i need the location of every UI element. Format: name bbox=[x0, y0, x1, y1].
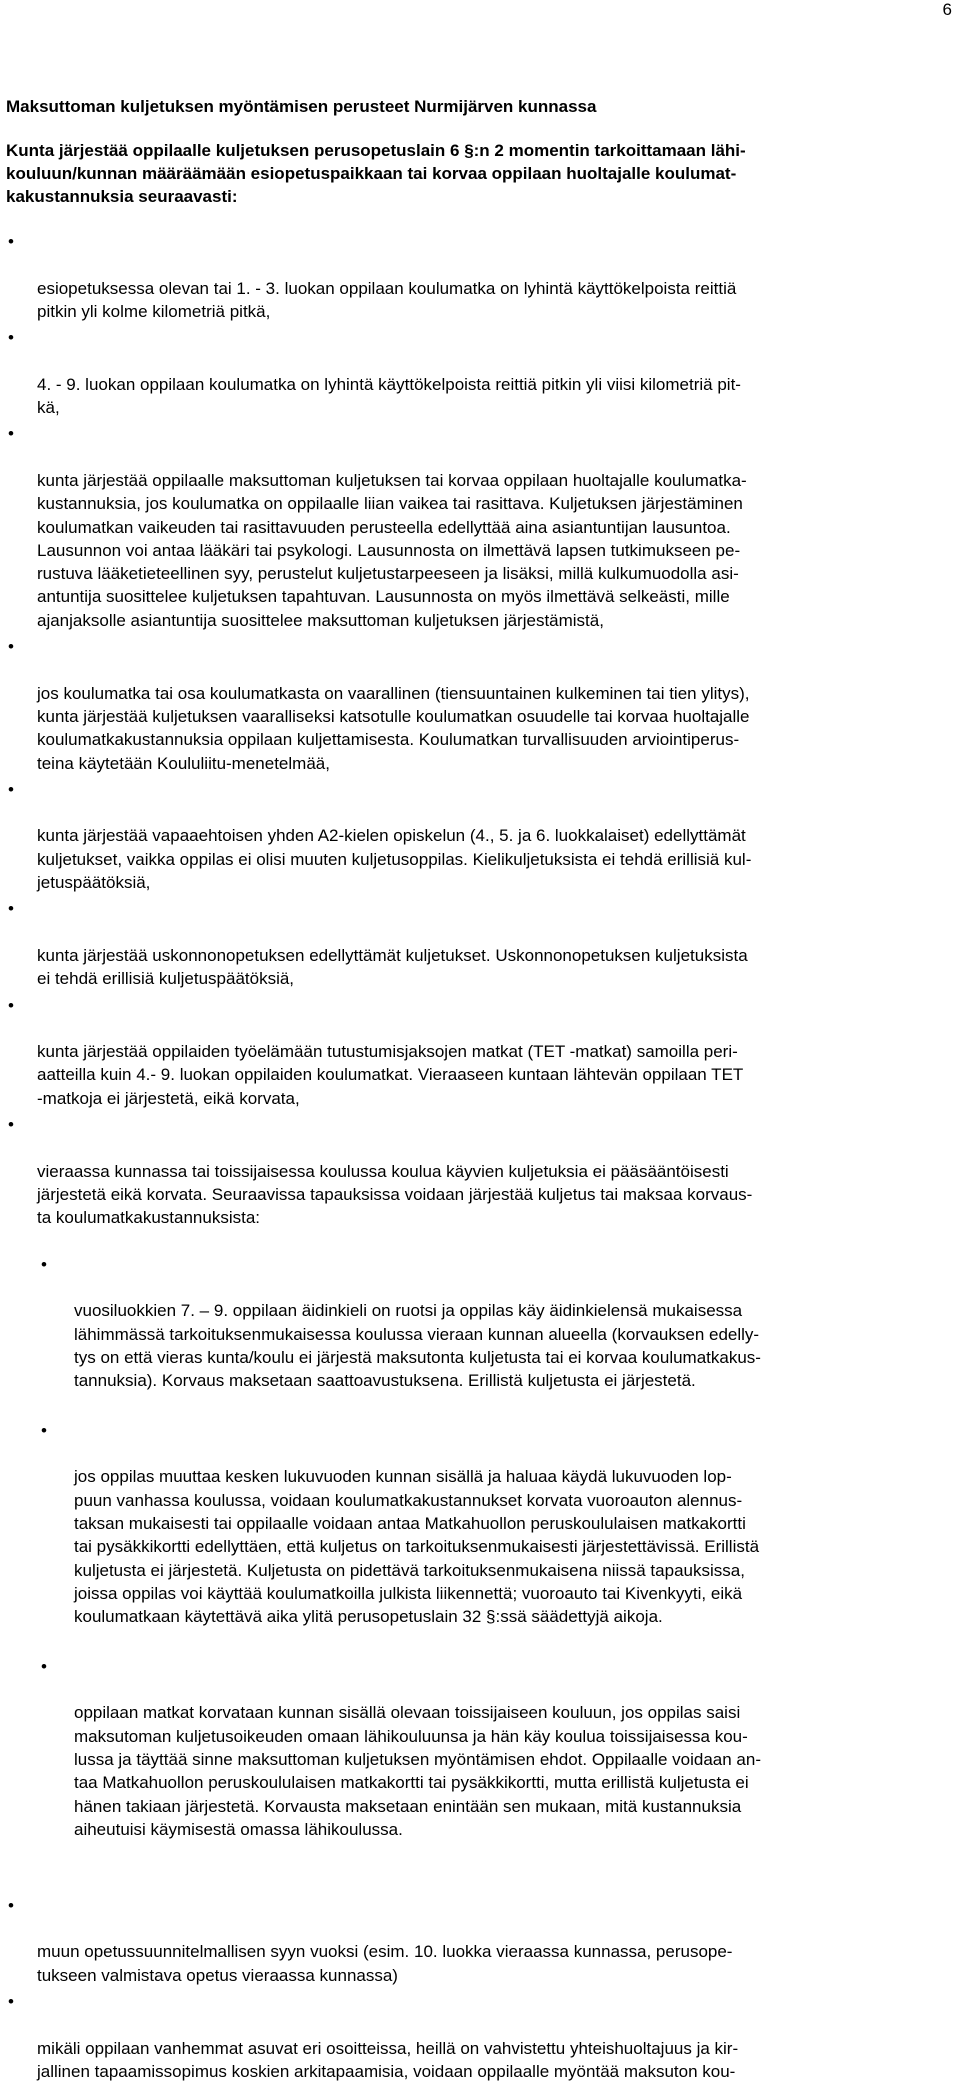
list-item bbox=[0, 897, 960, 990]
list-item bbox=[0, 778, 960, 894]
sub-criteria-list bbox=[37, 1229, 960, 1867]
list-item-text: esiopetuksessa olevan tai 1. - 3. luokan oppilaan koulumatka on lyhintä käyttökelpoista reittiä pitkin yli kolme kilometriä pitkä, bbox=[37, 278, 737, 321]
document-title: Maksuttoman kuljetuksen myöntämisen perusteet Nurmijärven kunnassa bbox=[6, 97, 597, 116]
bullet-icon: • bbox=[8, 1991, 14, 2011]
list-item-text: muun opetussuunnitelmallisen syyn vuoksi (esim. 10. luokka vieraassa kunnassa, perusope- tukseen valmistava opetus vieraassa kunnassa) bbox=[37, 1942, 733, 1985]
bullet-icon: • bbox=[8, 232, 14, 251]
bullet-icon: • bbox=[8, 1114, 14, 1134]
list-item-text: kunta järjestää oppilaalle maksuttoman kuljetuksen tai korvaa oppilaan huoltajalle koulumatka- kustannuksia, jos koulumatka on oppilaalle liian vaikea tai rasittava. Kuljetuksen järjestäminen koulumatkan vaikeuden tai rasittavuuden perusteella edellyttää aina asiantuntijan lausuntoa. Lausunnon voi antaa lääkäri tai psykologi. Lausunnosta on ilmettävä lapsen tutkimukseen pe- rustuva lääketieteellinen syy, perustelut kuljetustarpeeseen ja lisäksi, millä kulkumuodolla asi- antuntija suosittelee kuljetuksen tapahtuvan. Lausunnosta on myös ilmettävä selkeästi, mille ajanjaksolle asiantuntija suosittelee maksuttoman kuljetuksen järjestämistä, bbox=[37, 470, 747, 630]
bullet-icon: • bbox=[41, 1420, 47, 1440]
list-item bbox=[0, 635, 960, 775]
bullet-icon: • bbox=[8, 779, 14, 799]
sub-list-item bbox=[37, 1419, 960, 1629]
bullet-icon: • bbox=[8, 899, 14, 919]
list-item-text: jos koulumatka tai osa koulumatkasta on vaarallinen (tiensuuntainen kulkeminen tai tien ylitys), kunta järjestää kuljetuksen vaaralliseksi katsotulle koulumatkan osuudelle tai korvaa huoltajalle koulumatkakustannuksia oppilaan kuljettamisesta. Koulumatkan turvallisuuden arviointiperus- teina käytetään Koululiitu-menetelmää, bbox=[37, 683, 750, 773]
bullet-icon: • bbox=[41, 1656, 47, 1676]
list-item-text: kunta järjestää uskonnonopetuksen edellyttämät kuljetukset. Uskonnonopetuksen kuljetuksista ei tehdä erillisiä kuljetuspäätöksiä, bbox=[37, 945, 748, 989]
sub-list-item-text: vuosiluokkien 7. – 9. oppilaan äidinkieli on ruotsi ja oppilas käy äidinkielensä mukaisessa lähimmässä tarkoituksenmukaisessa koulussa vieraan kunnan alueella (korvauksen edelly- tys on että vieras kunta/koulu ei järjestä maksutonta kuljetusta tai ei korvaa koulumatkakus- tannuksia). Korvaus maksetaan saattoavustuksena. Erillistä kuljetusta ei järjestetä. bbox=[74, 1301, 761, 1391]
list-item bbox=[0, 422, 960, 632]
list-item bbox=[0, 326, 960, 419]
bullet-icon: • bbox=[41, 1254, 47, 1274]
bullet-icon: • bbox=[8, 328, 14, 348]
criteria-list bbox=[0, 230, 960, 2083]
list-item bbox=[0, 230, 960, 323]
list-item bbox=[0, 1990, 960, 2083]
sub-list-item bbox=[37, 1655, 960, 1841]
bullet-icon: • bbox=[8, 995, 14, 1015]
sub-list-item-text: jos oppilas muuttaa kesken lukuvuoden kunnan sisällä ja haluaa käydä lukuvuoden lop- puun vanhassa koulussa, voidaan koulumatkakustannukset korvata vuoroauton alennus- taksan mukaisesti tai oppilaalle voidaan antaa Matkahuollon peruskoululaisen matkakortti tai pysäkkikortti edellyttäen, että kuljetus on tarkoituksenmukaisesti järjestettävissä. Erillistä kuljetusta ei järjestetä. Kuljetusta on pidettävä tarkoituksenmukaisena niissä tapauksissa, joissa oppilas voi käyttää koulumatkoilla julkista liikennettä; vuoroauto tai Kivenkyyti, eikä koulumatkaan käytettävä aika ylitä perusopetuslain 32 §:ssä säädettyjä aikoja. bbox=[74, 1467, 760, 1627]
bullet-icon: • bbox=[8, 637, 14, 657]
list-item-text: mikäli oppilaan vanhemmat asuvat eri osoitteissa, heillä on vahvistettu yhteishuoltajuus ja kir- jallinen tapaamissopimus koskien arkitapaamisia, voidaan oppilaalle myöntää maksuton kou- bbox=[37, 2038, 739, 2081]
list-item-text: 4. - 9. luokan oppilaan koulumatka on lyhintä käyttökelpoista reittiä pitkin yli viisi kilometriä pit- kä, bbox=[37, 374, 741, 418]
sub-list-item bbox=[37, 1253, 960, 1393]
document-body bbox=[0, 96, 960, 2086]
list-item bbox=[0, 1113, 960, 1891]
bullet-icon: • bbox=[8, 1895, 14, 1915]
intro-paragraph: Kunta järjestää oppilaalle kuljetuksen perusopetuslain 6 §:n 2 momentin tarkoittamaan lähi- kouluun/kunnan määräämään esiopetuspaikkaan tai korvaa oppilaan huoltajalle koulumat- kakustannuksia seuraavasti: bbox=[6, 141, 746, 206]
list-item bbox=[0, 1894, 960, 1987]
list-item bbox=[0, 994, 960, 1110]
list-item-text: kunta järjestää oppilaiden työelämään tutustumisjaksojen matkat (TET -matkat) samoilla peri- aatteilla kuin 4.- 9. luokan oppilaiden koulumatkat. Vieraaseen kuntaan lähtevän oppilaan TET -matkoja ei järjestetä, eikä korvata, bbox=[37, 1042, 744, 1108]
page-number: 6 bbox=[942, 0, 952, 19]
list-item-text: vieraassa kunnassa tai toissijaisessa koulussa koulua käyvien kuljetuksia ei pääsääntöisesti järjestetä eikä korvata. Seuraavissa tapauksissa voidaan järjestää kuljetus tai maksaa korvaus- ta koulumatkakustannuksista: bbox=[37, 1161, 753, 1228]
bullet-icon: • bbox=[8, 424, 14, 444]
list-item-text: kunta järjestää vapaaehtoisen yhden A2-kielen opiskelun (4., 5. ja 6. luokkalaiset) edellyttämät kuljetukset, vaikka oppilas ei olisi muuten kuljetusoppilas. Kielikuljetuksista ei tehdä erillisiä kul- jetuspäätöksiä, bbox=[37, 826, 752, 893]
sub-list-item-text: oppilaan matkat korvataan kunnan sisällä olevaan toissijaiseen kouluun, jos oppilas saisi maksutoman kuljetusoikeuden omaan lähikouluunsa ja hän käy koulua toissijaisessa kou- lussa ja täyttää sinne maksuttoman kuljetuksen myöntämisen ehdot. Oppilaalle voidaan an- taa Matkahuollon peruskoululaisen matkakortti tai pysäkkikortti, mutta erillistä kuljetusta ei hänen takiaan järjestetä. Korvausta maksetaan enintään sen mukaan, mitä kustannuksia aiheutuisi käymisestä omassa lähikoulussa. bbox=[74, 1703, 761, 1839]
